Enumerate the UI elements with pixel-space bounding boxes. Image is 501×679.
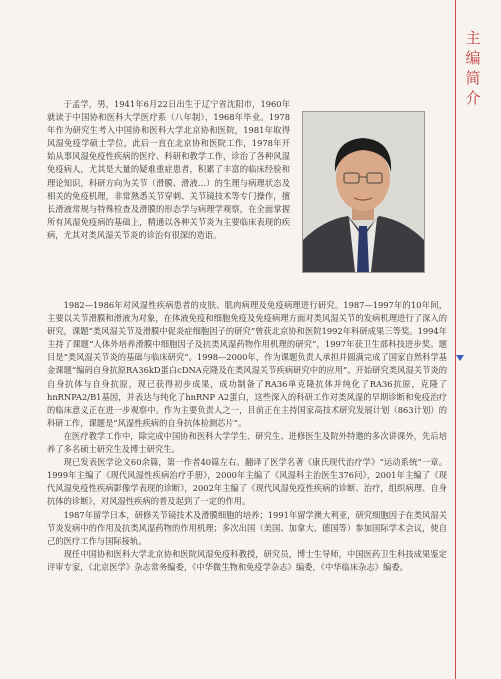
page-marker-icon [456,355,464,361]
section-title-char: 编 [465,49,481,67]
body-paragraph: 1982—1986年对风湿性疾病患者的皮肤、肌肉病理及免疫病理进行研究。1987—1997年的10年间，主要以关节滑膜和滑液为对象，在体液免疫和细胞免疫及免疫病理方面对类风湿关节的发病机理进行了深入的研究，课题“类风湿关节及滑膜中促炎症细胞因子的研究”曾获北京协和医院1992年科研成果三等奖。1994年主持了课题“人体外培养滑膜中细胞因子及抗类风湿药物作用机理的研究”，1997年获卫生部科技进步奖。题目是“类风湿关节炎的基础与临床研究”。1998—2000年，作为课题负责人承担并圆满完成了国家自然科学基金课题“编码自身抗原RA36kD蛋白cDNA克隆及在类风湿关节疾病研究中的应用”。开始研究类风湿关节炎的自身抗体与自身抗原，现已获得初步成果，成功制备了RA36单克隆抗体并纯化了RA36抗原，克隆了hnRNPA2/B1基因，并表达与纯化了hnRNP A2蛋白，这些深入的科研工作对类风湿的早期诊断和免疫治疗的临床意义正在进一步观察中。作为主要负责人之一，目前正在主持国家高技术研究发展计划（863计划）的科研工作，课题是“风湿性疾病的自身抗体检测芯片”。 [47,300,447,428]
body-paragraph: 在医疗教学工作中，除完成中国协和医科大学学生、研究生、进修医生及院外特邀的多次讲课外，先后培养了多名硕士研究生及博士研究生。 [47,430,447,455]
intro-text [47,98,290,242]
body-paragraph: 现已发表医学论文60余篇，第一作者40篇左右。翻译了医学名著《康氏现代治疗学》“运动系统”一章。1999年主编了《现代风湿性疾病治疗手册》，2000年主编了《风湿科主治医生376问》，2001年主编了《现代风湿免疫性疾病影像学表现的诊断》，2002年主编了《现代风湿免疫性疾病的诊断、治疗，组织病理、自身抗体的诊断》，对风湿性疾病的普及起到了一定的作用。 [47,457,447,507]
body-text [47,299,447,574]
section-title-char: 介 [465,89,481,107]
portrait-photo [302,111,425,273]
portrait-icon [303,112,424,272]
body-paragraph: 1987年留学日本，研修关节镜技术及滑膜细胞的培养；1991年留学澳大利亚，研究细胞因子在类风湿关节炎发病中的作用及抗类风湿药物的作用机理；多次出国（美国、加拿大、德国等）参加国际学术会议，使自己的医疗工作与国际接轨。 [47,509,447,546]
section-title-char: 主 [465,29,481,47]
section-title [462,28,484,108]
margin-rule [455,0,456,679]
body-paragraph: 现任中国协和医科大学北京协和医院风湿免疫科教授，研究员，博士生导师，中国医药卫生科技成果鉴定评审专家，《北京医学》杂志常务编委，《中华微生物和免疫学杂志》编委，《中华临床杂志》编委。 [47,548,447,572]
section-title-char: 简 [465,69,481,87]
intro-paragraph: 于孟学，男，1941年6月22日出生于辽宁省沈阳市，1960年就读于中国协和医科大学医疗系（八年制），1968年毕业。1978年作为研究生考入中国协和医科大学北京协和医院，1981年取得风湿免疫学硕士学位，此后一直在北京协和医院工作，1978年开始从事风湿免疫性疾病的医疗、科研和教学工作，诊治了各种风湿免疫病人，尤其是大量的疑难重症患者，积累了丰富的临床经验和理论知识，科研方向为关节（滑膜、滑液…）的生理与病理状态及相关的免疫机理，非常熟悉关节穿刺、关节镜技术等专门操作，擅长滑液常规与特殊检查及滑膜的形态学与病理学观察，在全面掌握所有风湿免疫病的基础上，精通以各种关节炎为主要临床表现的疾病，尤其对类风湿关节炎的诊治有很深的造诣。 [47,99,290,240]
